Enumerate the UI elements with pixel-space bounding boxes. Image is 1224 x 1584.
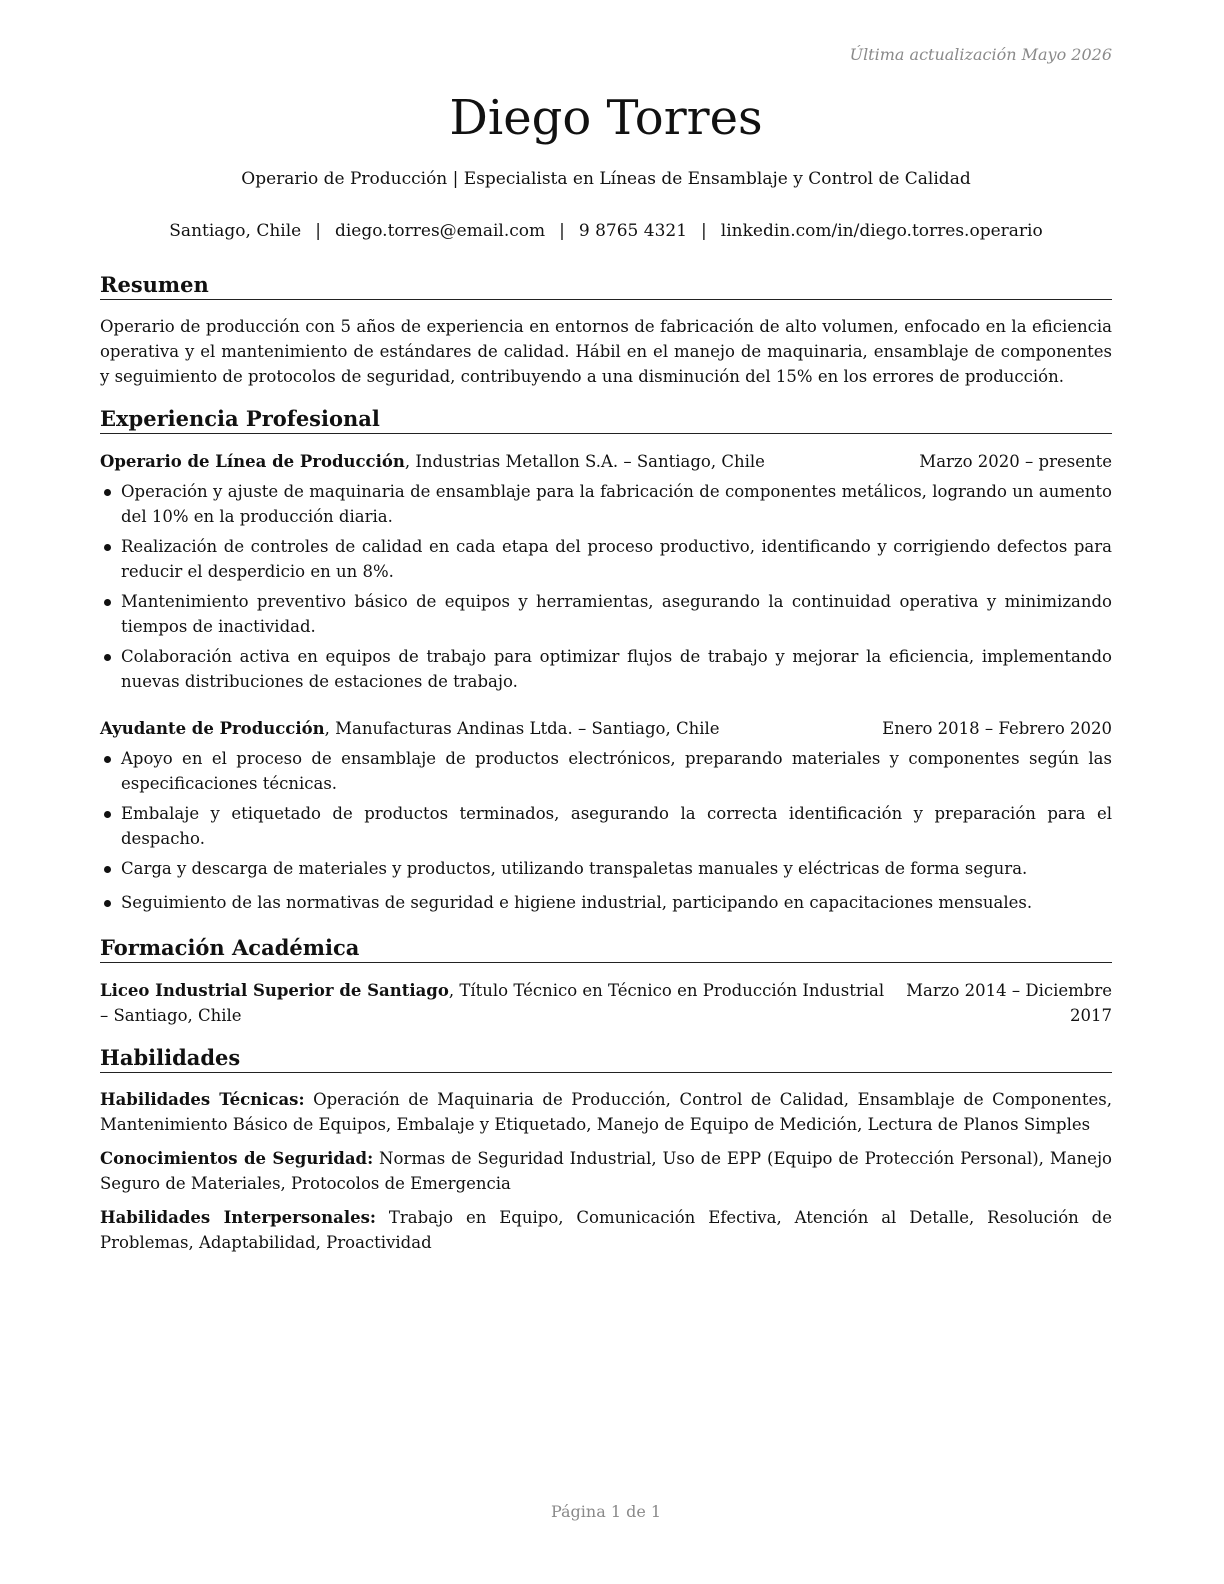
- skill-label: Habilidades Interpersonales:: [100, 1208, 376, 1227]
- section-title-skills: Habilidades: [100, 1044, 1112, 1073]
- education-dates-line1: Marzo 2014 – Diciembre: [906, 981, 1112, 1000]
- list-item: [100, 801, 1112, 851]
- last-updated: Última actualización Mayo 2026: [849, 45, 1112, 64]
- contact-linkedin[interactable]: linkedin.com/in/diego.torres.operario: [720, 221, 1043, 241]
- job-bullets: [100, 746, 1112, 920]
- job-header: [100, 449, 1112, 474]
- skill-text: Trabajo en Equipo, Comunicación Efectiva, Atención al Detalle, Resolución de Problemas, Adaptabilidad, Proactividad: [100, 1208, 1112, 1252]
- job-bullets: [100, 479, 1112, 699]
- education-dates-line2: 2017: [1070, 1006, 1112, 1025]
- list-item: [100, 746, 1112, 796]
- skill-group-safety: [100, 1146, 1112, 1196]
- skill-text: Operación de Maquinaria de Producción, Control de Calidad, Ensamblaje de Componentes, Mantenimiento Básico de Equipos, Embalaje y Etiquetado, Manejo de Equipo de Medición, Lectura de Planos Simples: [100, 1090, 1112, 1134]
- bullet-text: Operación y ajuste de maquinaria de ensamblaje para la fabricación de componentes metálicos, logrando un aumento del 10% en la producción diaria.: [121, 482, 1112, 526]
- job-role: Ayudante de Producción: [100, 719, 325, 738]
- section-title-education: Formación Académica: [100, 934, 1112, 963]
- bullet-text: Colaboración activa en equipos de trabajo para optimizar flujos de trabajo y mejorar la eficiencia, implementando nuevas distribuciones de estaciones de trabajo.: [121, 647, 1112, 691]
- bullet-text: Embalaje y etiquetado de productos terminados, asegurando la correcta identificación y preparación para el despacho.: [121, 804, 1112, 848]
- education-dates: [906, 978, 1112, 1028]
- bullet-icon: [104, 544, 111, 551]
- job-dates: Enero 2018 – Febrero 2020: [882, 719, 1112, 738]
- bullet-icon: [104, 756, 111, 763]
- contact-line: [100, 219, 1112, 243]
- bullet-text: Carga y descarga de materiales y productos, utilizando transpaletas manuales y eléctricas de forma segura.: [121, 859, 1028, 878]
- section-title-experience: Experiencia Profesional: [100, 405, 1112, 434]
- skill-label: Conocimientos de Seguridad:: [100, 1149, 374, 1168]
- bullet-icon: [104, 811, 111, 818]
- job-dates: Marzo 2020 – presente: [919, 452, 1112, 471]
- education-location: – Santiago, Chile: [100, 1006, 242, 1025]
- list-item: [100, 589, 1112, 639]
- headline: Operario de Producción | Especialista en Líneas de Ensamblaje y Control de Calidad: [241, 169, 971, 189]
- bullet-icon: [104, 599, 111, 606]
- bullet-text: Apoyo en el proceso de ensamblaje de productos electrónicos, preparando materiales y componentes según las especificaciones técnicas.: [121, 749, 1112, 793]
- skill-text: Normas de Seguridad Industrial, Uso de EPP (Equipo de Protección Personal), Manejo Seguro de Materiales, Protocolos de Emergencia: [100, 1149, 1112, 1193]
- contact-location: Santiago, Chile: [169, 221, 302, 241]
- contact-separator: |: [701, 221, 707, 241]
- bullet-icon: [104, 866, 111, 873]
- list-item: [100, 534, 1112, 584]
- bullet-icon: [104, 654, 111, 661]
- resume-page: [100, 0, 1112, 1584]
- job-company: , Industrias Metallon S.A. – Santiago, Chile: [404, 452, 765, 471]
- list-item: [100, 644, 1112, 694]
- list-item: [100, 856, 1112, 881]
- education-entry: [100, 978, 885, 1003]
- candidate-name: Diego Torres: [449, 90, 763, 146]
- summary-text: Operario de producción con 5 años de experiencia en entornos de fabricación de alto volumen, enfocado en la eficiencia operativa y el mantenimiento de estándares de calidad. Hábil en el manejo de maquinaria, ensamblaje de componentes y seguimiento de protocolos de seguridad, contribuyendo a una disminución del 15% en los errores de producción.: [100, 317, 1112, 386]
- job-role: Operario de Línea de Producción: [100, 452, 405, 471]
- skill-group-interpersonal: [100, 1205, 1112, 1255]
- bullet-icon: [104, 900, 111, 907]
- bullet-text: Realización de controles de calidad en cada etapa del proceso productivo, identificando y corrigiendo defectos para reducir el desperdicio en un 8%.: [121, 537, 1112, 581]
- section-title-summary: Resumen: [100, 271, 1112, 300]
- contact-separator: |: [315, 221, 321, 241]
- contact-separator: |: [559, 221, 565, 241]
- contact-phone: 9 8765 4321: [578, 221, 688, 241]
- list-item: [100, 479, 1112, 529]
- bullet-text: Seguimiento de las normativas de seguridad e higiene industrial, participando en capacitaciones mensuales.: [121, 893, 1033, 912]
- skill-label: Habilidades Técnicas:: [100, 1090, 305, 1109]
- bullet-icon: [104, 489, 111, 496]
- page-number: Página 1 de 1: [550, 1502, 662, 1521]
- job-header: [100, 716, 1112, 741]
- education-degree: , Título Técnico en Técnico en Producción Industrial: [448, 981, 885, 1000]
- education-school: Liceo Industrial Superior de Santiago: [100, 981, 449, 1000]
- skill-group-technical: [100, 1087, 1112, 1137]
- contact-email[interactable]: diego.torres@email.com: [334, 221, 546, 241]
- list-item: [100, 890, 1112, 915]
- job-company: , Manufacturas Andinas Ltda. – Santiago, Chile: [324, 719, 720, 738]
- bullet-text: Mantenimiento preventivo básico de equipos y herramientas, asegurando la continuidad operativa y minimizando tiempos de inactividad.: [121, 592, 1112, 636]
